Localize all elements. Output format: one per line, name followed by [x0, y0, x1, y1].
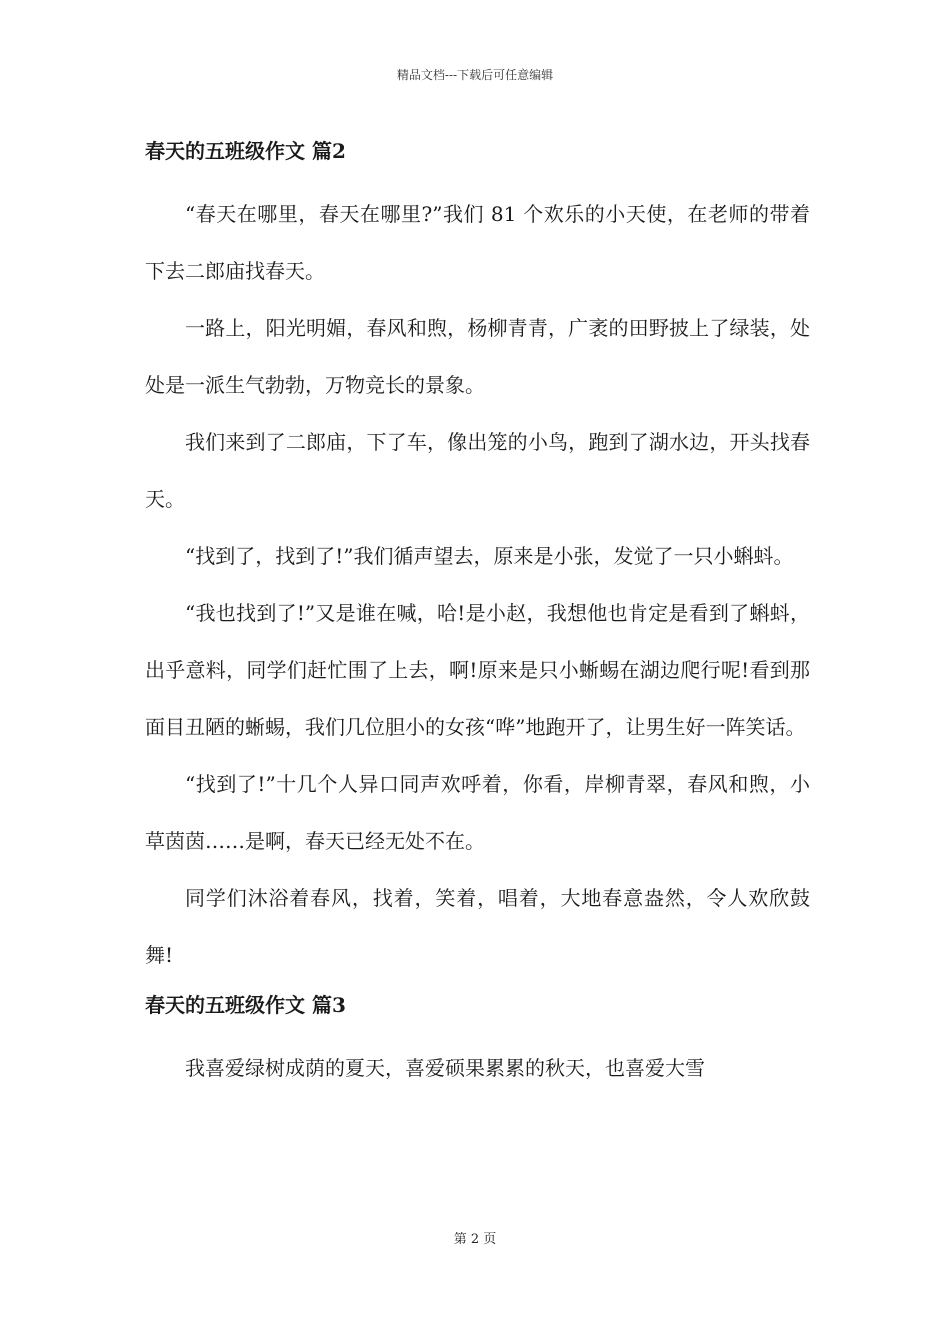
section-pian-2 [145, 130, 810, 984]
paragraph: “春天在哪里，春天在哪里?”我们 81 个欢乐的小天使，在老师的带着下去二郎庙找春天。 [145, 202, 810, 283]
page-number: 第 2 页 [453, 1232, 497, 1247]
paragraph: 一路上，阳光明媚，春风和煦，杨柳青青，广袤的田野披上了绿装，处处是一派生气勃勃，万物竞长的景象。 [145, 316, 810, 397]
section-pian-3 [145, 984, 810, 1097]
paragraph: “找到了!”十几个人异口同声欢呼着，你看，岸柳青翠，春风和煦，小草茵茵……是啊，春天已经无处不在。 [145, 772, 810, 853]
paragraph: “找到了，找到了!”我们循声望去，原来是小张，发觉了一只小蝌蚪。 [185, 544, 794, 568]
paragraph: “我也找到了!”又是谁在喊，哈!是小赵，我想他也肯定是看到了蝌蚪，出乎意料，同学们赶忙围了上去，啊!原来是只小蜥蜴在湖边爬行呢!看到那面目丑陋的蜥蜴，我们几位胆小的女孩“哗”地跑开了，让男生好一阵笑话。 [145, 601, 810, 739]
paragraph: 同学们沐浴着春风，找着，笑着，唱着，大地春意盎然，令人欢欣鼓舞! [145, 886, 810, 967]
paragraph: 我们来到了二郎庙，下了车，像出笼的小鸟，跑到了湖水边，开头找春天。 [145, 430, 810, 511]
paragraph: 我喜爱绿树成荫的夏天，喜爱硕果累累的秋天，也喜爱大雪 [185, 1056, 705, 1080]
section-heading: 春天的五班级作文 篇3 [145, 993, 346, 1017]
section-heading: 春天的五班级作文 篇2 [145, 139, 346, 163]
header-note: 精品文档---下载后可任意编辑 [396, 68, 554, 82]
document-body [145, 130, 810, 1097]
